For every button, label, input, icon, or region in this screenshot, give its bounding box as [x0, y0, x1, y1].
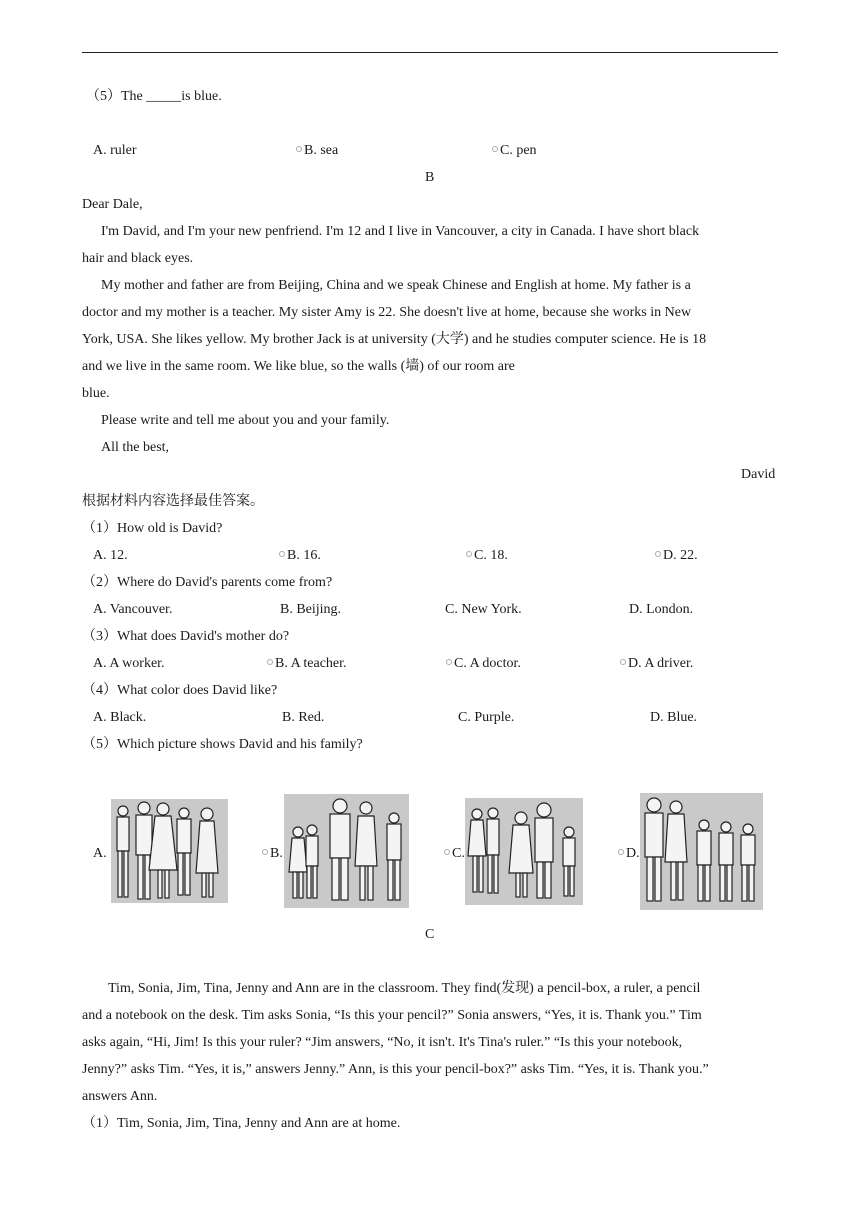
- letter-line: blue.: [82, 386, 110, 401]
- letter-salutation: Dear Dale,: [82, 197, 143, 212]
- family-figures-icon: [640, 793, 763, 910]
- question-stem: （1）Tim, Sonia, Jim, Tina, Jenny and Ann are at home.: [82, 1116, 401, 1131]
- option-a[interactable]: A. Black.: [93, 710, 147, 725]
- question-stem: （2）Where do David's parents come from?: [82, 575, 333, 590]
- question-stem: （1）How old is David?: [82, 521, 223, 536]
- radio-icon: [620, 659, 626, 665]
- option-d[interactable]: D. A driver.: [620, 655, 693, 673]
- letter-line: My mother and father are from Beijing, China and we speak Chinese and English at home. My father is a: [101, 278, 691, 293]
- option-c[interactable]: C.: [444, 845, 465, 863]
- family-picture-a[interactable]: [111, 799, 228, 903]
- letter-closing: All the best,: [101, 440, 170, 455]
- radio-icon: [267, 659, 273, 665]
- letter-line: York, USA. She likes yellow. My brother Jack is at university (大学) and he studies computer science. He is 18: [82, 332, 707, 347]
- option-a[interactable]: A. A worker.: [93, 656, 165, 671]
- radio-icon: [466, 551, 472, 557]
- passage-line: and a notebook on the desk. Tim asks Sonia, “Is this your pencil?” Sonia answers, “Yes, it is. Thank you.” Tim: [82, 1008, 702, 1023]
- question-stem: （4）What color does David like?: [82, 683, 278, 698]
- letter-line: doctor and my mother is a teacher. My sister Amy is 22. She doesn't live at home, because she works in New: [82, 305, 692, 320]
- family-picture-c[interactable]: [465, 798, 583, 905]
- passage-line: Tim, Sonia, Jim, Tina, Jenny and Ann are in the classroom. They find(发现) a pencil-box, a ruler, a pencil: [108, 981, 701, 996]
- letter-line: and we live in the same room. We like blue, so the walls (墙) of our room are: [82, 359, 515, 374]
- passage-line: Jenny?” asks Tim. “Yes, it is,” answers Jenny.” Ann, is this your pencil-box?” asks Tim. “Yes, it is. Thank you.”: [82, 1062, 709, 1077]
- question-stem: （5）The _____is blue.: [86, 89, 222, 104]
- radio-icon: [655, 551, 661, 557]
- option-c[interactable]: C. pen: [492, 142, 537, 160]
- option-b[interactable]: B. Red.: [282, 710, 325, 725]
- option-d[interactable]: D. Blue.: [650, 710, 698, 725]
- letter-line: Please write and tell me about you and your family.: [101, 413, 390, 428]
- question-stem: （5）Which picture shows David and his family?: [82, 737, 363, 752]
- section-heading: C: [425, 927, 435, 942]
- option-a[interactable]: A. Vancouver.: [93, 602, 173, 617]
- header-rule: [82, 52, 778, 53]
- family-figures-icon: [465, 798, 583, 905]
- radio-icon: [618, 849, 624, 855]
- option-b[interactable]: B.: [262, 845, 283, 863]
- option-c[interactable]: C. Purple.: [458, 710, 515, 725]
- option-d[interactable]: D. London.: [629, 602, 694, 617]
- radio-icon: [492, 146, 498, 152]
- instruction: 根据材料内容选择最佳答案。: [82, 494, 264, 509]
- option-b[interactable]: B. A teacher.: [267, 655, 347, 673]
- family-picture-b[interactable]: [284, 794, 409, 908]
- radio-icon: [444, 849, 450, 855]
- letter-signature: David: [741, 467, 776, 482]
- question-stem: （3）What does David's mother do?: [82, 629, 290, 644]
- passage-line: answers Ann.: [82, 1089, 158, 1104]
- option-c[interactable]: C. A doctor.: [446, 655, 521, 673]
- radio-icon: [279, 551, 285, 557]
- radio-icon: [296, 146, 302, 152]
- option-a[interactable]: A.: [93, 846, 107, 861]
- option-d[interactable]: D. 22.: [655, 547, 698, 565]
- option-d[interactable]: D.: [618, 845, 640, 863]
- family-figures-icon: [111, 799, 228, 903]
- option-c[interactable]: C. New York.: [445, 602, 522, 617]
- letter-line: I'm David, and I'm your new penfriend. I'm 12 and I live in Vancouver, a city in Canada. I have short black: [101, 224, 700, 239]
- radio-icon: [262, 849, 268, 855]
- option-b[interactable]: B. Beijing.: [280, 602, 342, 617]
- option-b[interactable]: B. 16.: [279, 547, 321, 565]
- family-figures-icon: [284, 794, 409, 908]
- section-heading: B: [425, 170, 435, 185]
- option-c[interactable]: C. 18.: [466, 547, 508, 565]
- radio-icon: [446, 659, 452, 665]
- letter-line: hair and black eyes.: [82, 251, 194, 266]
- option-b[interactable]: B. sea: [296, 142, 338, 160]
- passage-line: asks again, “Hi, Jim! Is this your ruler? “Jim answers, “No, it isn't. It's Tina's ruler.” “Is this your notebook,: [82, 1035, 683, 1050]
- option-a[interactable]: A. ruler: [93, 143, 137, 158]
- option-a[interactable]: A. 12.: [93, 548, 128, 563]
- family-picture-d[interactable]: [640, 793, 763, 910]
